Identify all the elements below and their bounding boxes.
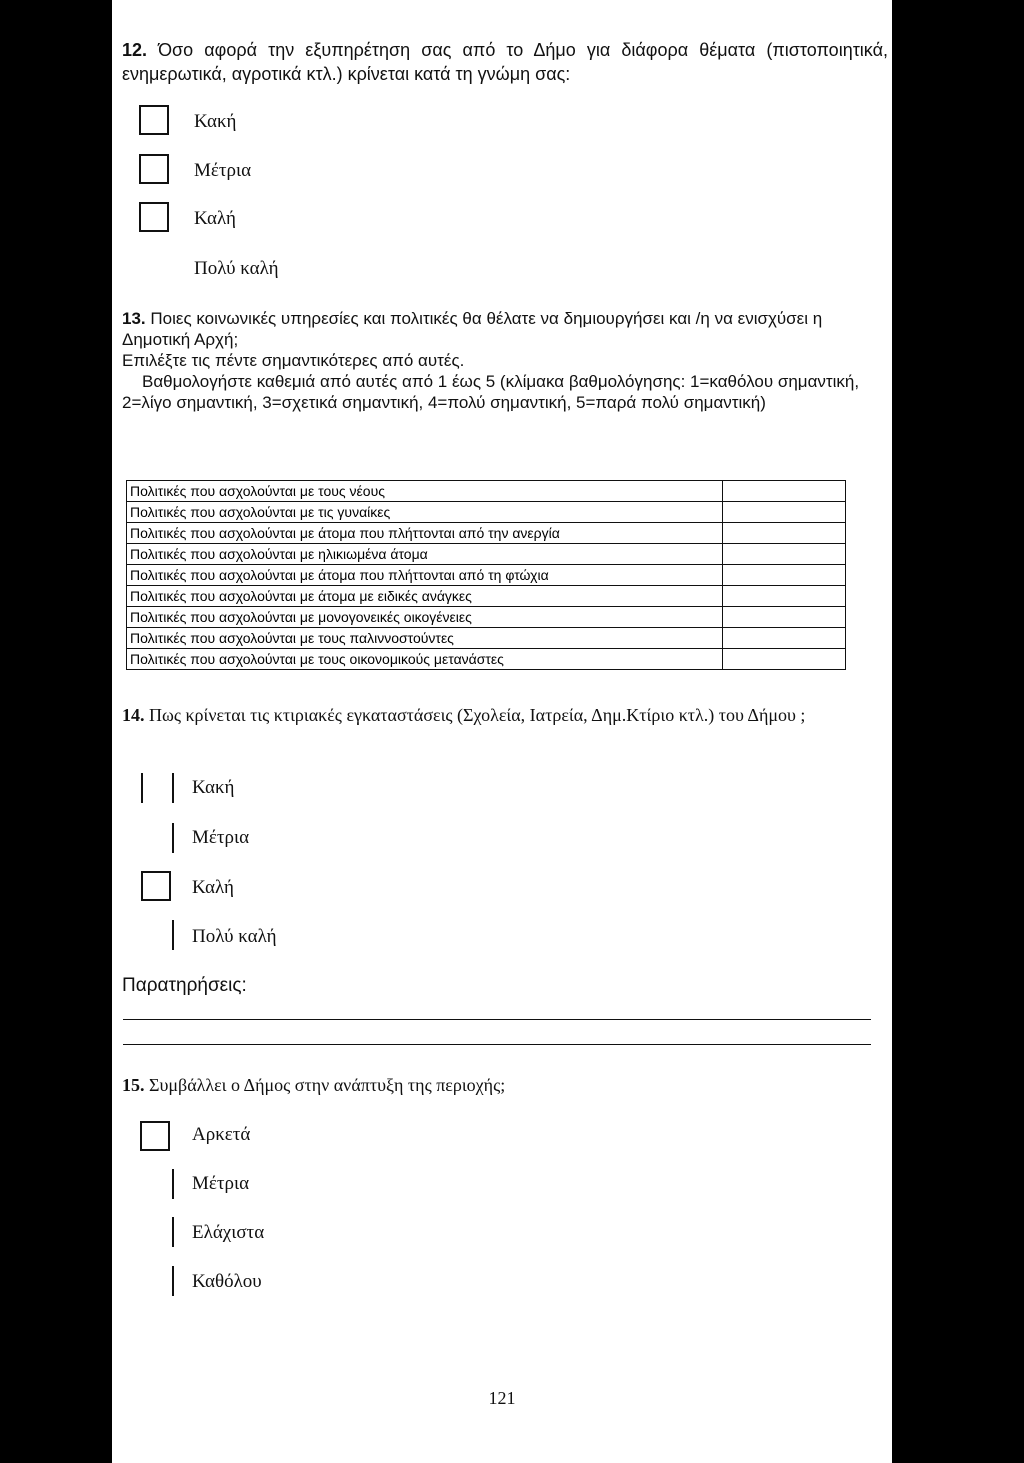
remarks-label: Παρατηρήσεις:: [122, 975, 247, 996]
policy-rating-cell[interactable]: [723, 481, 846, 502]
policy-label: Πολιτικές που ασχολούνται με τους παλιννοστούντες: [127, 628, 723, 649]
remarks-line-2[interactable]: [123, 1044, 871, 1045]
q12-option-1: Κακή: [194, 111, 237, 132]
policy-rating-cell[interactable]: [723, 565, 846, 586]
q14-option-3: Καλή: [192, 877, 234, 898]
question-15-text: Συμβάλλει ο Δήμος στην ανάπτυξη της περιοχής;: [144, 1075, 506, 1095]
policy-label: Πολιτικές που ασχολούνται με άτομα με ειδικές ανάγκες: [127, 586, 723, 607]
q12-checkbox-3[interactable]: [139, 202, 169, 232]
policy-label: Πολιτικές που ασχολούνται με τους οικονομικούς μετανάστες: [127, 649, 723, 670]
question-15: [122, 1075, 505, 1096]
policy-label: Πολιτικές που ασχολούνται με μονογονεικές οικογένειες: [127, 607, 723, 628]
q15-checkbox-3-edge[interactable]: [172, 1217, 174, 1247]
table-row: [127, 523, 846, 544]
q12-checkbox-2[interactable]: [139, 154, 169, 184]
q14-checkbox-3[interactable]: [141, 871, 171, 901]
question-13: [122, 308, 888, 413]
question-12-text: Όσο αφορά την εξυπηρέτηση σας από το Δήμο για διάφορα θέματα (πιστοποιητικά, ενημερωτικά, αγροτικά κτλ.) κρίνεται κατά τη γνώμη σας:: [122, 40, 888, 84]
question-13-number: 13.: [122, 309, 146, 328]
policy-rating-cell[interactable]: [723, 523, 846, 544]
q14-checkbox-1-left-edge[interactable]: [141, 773, 143, 803]
policy-label: Πολιτικές που ασχολούνται με ηλικιωμένα άτομα: [127, 544, 723, 565]
policy-label: Πολιτικές που ασχολούνται με τους νέους: [127, 481, 723, 502]
policy-rating-cell[interactable]: [723, 607, 846, 628]
policy-rating-cell[interactable]: [723, 586, 846, 607]
question-13-instruction-rate: Βαθμολογήστε καθεμιά από αυτές από 1 έως 5 (κλίμακα βαθμολόγησης: 1=καθόλου σημαντική, 2=λίγο σημαντική, 3=σχετικά σημαντική, 4=πολύ σημαντική, 5=παρά πολύ σημαντική): [122, 372, 860, 412]
page-number: 121: [488, 1388, 516, 1408]
question-15-number: 15.: [122, 1075, 145, 1095]
q15-checkbox-2-edge[interactable]: [172, 1169, 174, 1199]
q12-option-2: Μέτρια: [194, 160, 252, 181]
question-12: [122, 38, 888, 86]
q14-checkbox-1-right-edge[interactable]: [172, 773, 174, 803]
q12-checkbox-1[interactable]: [139, 105, 169, 135]
q14-option-1: Κακή: [192, 777, 235, 798]
remarks-line-1[interactable]: [123, 1019, 871, 1020]
q15-option-4: Καθόλου: [192, 1271, 262, 1292]
q15-checkbox-1[interactable]: [140, 1121, 170, 1151]
q12-option-4: Πολύ καλή: [194, 258, 279, 279]
q15-option-1: Αρκετά: [192, 1124, 251, 1145]
question-13-text: Ποιες κοινωνικές υπηρεσίες και πολιτικές θα θέλατε να δημιουργήσει και /η να ενισχύσει η Δημοτική Αρχή;: [122, 309, 823, 349]
policy-label: Πολιτικές που ασχολούνται με τις γυναίκες: [127, 502, 723, 523]
question-14: [122, 703, 888, 727]
q15-option-3: Ελάχιστα: [192, 1222, 265, 1243]
table-row: [127, 649, 846, 670]
policy-rating-cell[interactable]: [723, 502, 846, 523]
policy-rating-cell[interactable]: [723, 628, 846, 649]
question-14-number: 14.: [122, 705, 145, 725]
table-row: [127, 481, 846, 502]
table-row: [127, 607, 846, 628]
policy-rating-cell[interactable]: [723, 544, 846, 565]
question-12-number: 12.: [122, 40, 148, 60]
q14-option-2: Μέτρια: [192, 827, 250, 848]
table-row: [127, 565, 846, 586]
q14-option-4: Πολύ καλή: [192, 926, 277, 947]
q15-option-2: Μέτρια: [192, 1173, 250, 1194]
q14-checkbox-4-edge[interactable]: [172, 920, 174, 950]
table-row: [127, 544, 846, 565]
q14-checkbox-2-edge[interactable]: [172, 823, 174, 853]
table-row: [127, 586, 846, 607]
table-row: [127, 502, 846, 523]
q15-checkbox-4-edge[interactable]: [172, 1266, 174, 1296]
question-13-line-1: [122, 308, 888, 350]
policy-label: Πολιτικές που ασχολούνται με άτομα που πλήττονται από την ανεργία: [127, 523, 723, 544]
q12-option-3: Καλή: [194, 208, 236, 229]
policy-rating-cell[interactable]: [723, 649, 846, 670]
policies-rating-table: [126, 480, 846, 670]
table-row: [127, 628, 846, 649]
policy-label: Πολιτικές που ασχολούνται με άτομα που πλήττονται από τη φτώχια: [127, 565, 723, 586]
question-13-instruction-select: Επιλέξτε τις πέντε σημαντικότερες από αυτές.: [122, 351, 465, 370]
question-14-text: Πως κρίνεται τις κτιριακές εγκαταστάσεις (Σχολεία, Ιατρεία, Δημ.Κτίριο κτλ.) του Δήμου ;: [144, 705, 806, 725]
document-page: [112, 0, 892, 1463]
